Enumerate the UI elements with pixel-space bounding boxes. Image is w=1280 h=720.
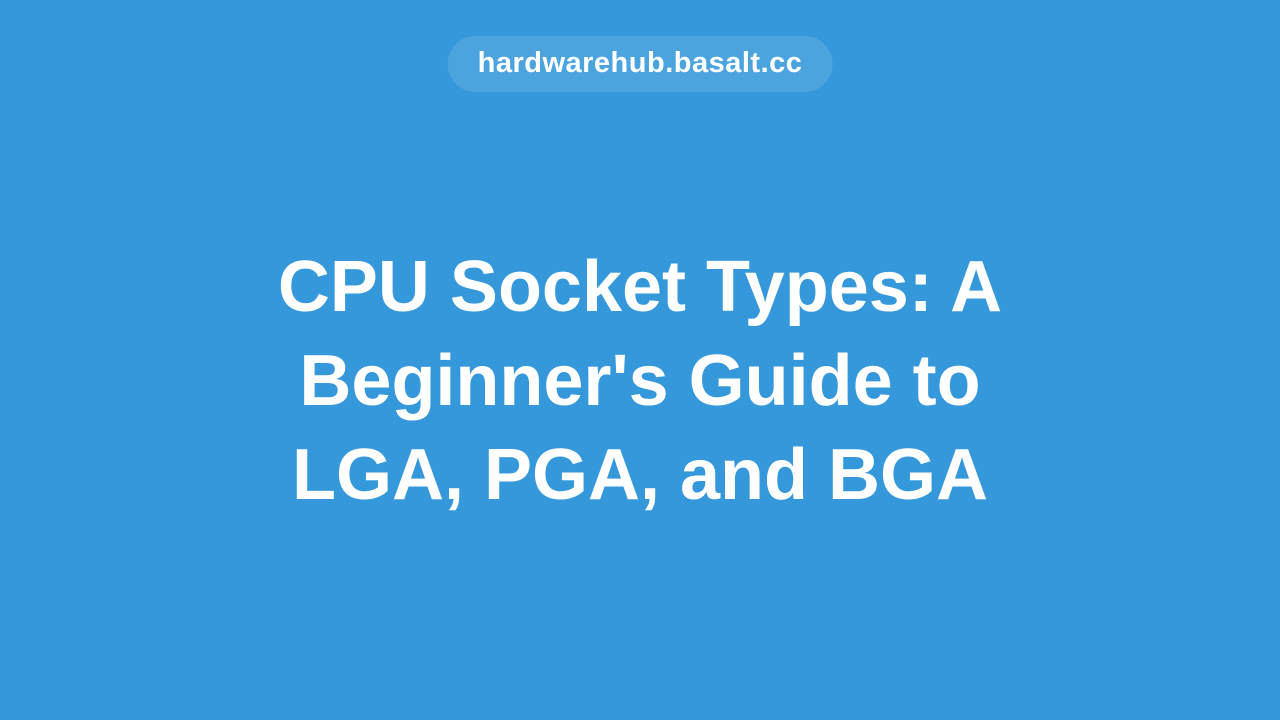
- page-title-line-3: LGA, PGA, and BGA: [291, 435, 989, 516]
- page-title-line-2: Beginner's Guide to: [299, 341, 981, 422]
- site-domain-label: hardwarehub.basalt.cc: [477, 47, 803, 79]
- site-domain-badge: [448, 36, 833, 92]
- page-title-line-1: CPU Socket Types: A: [277, 247, 1003, 328]
- page-title: [190, 240, 1090, 522]
